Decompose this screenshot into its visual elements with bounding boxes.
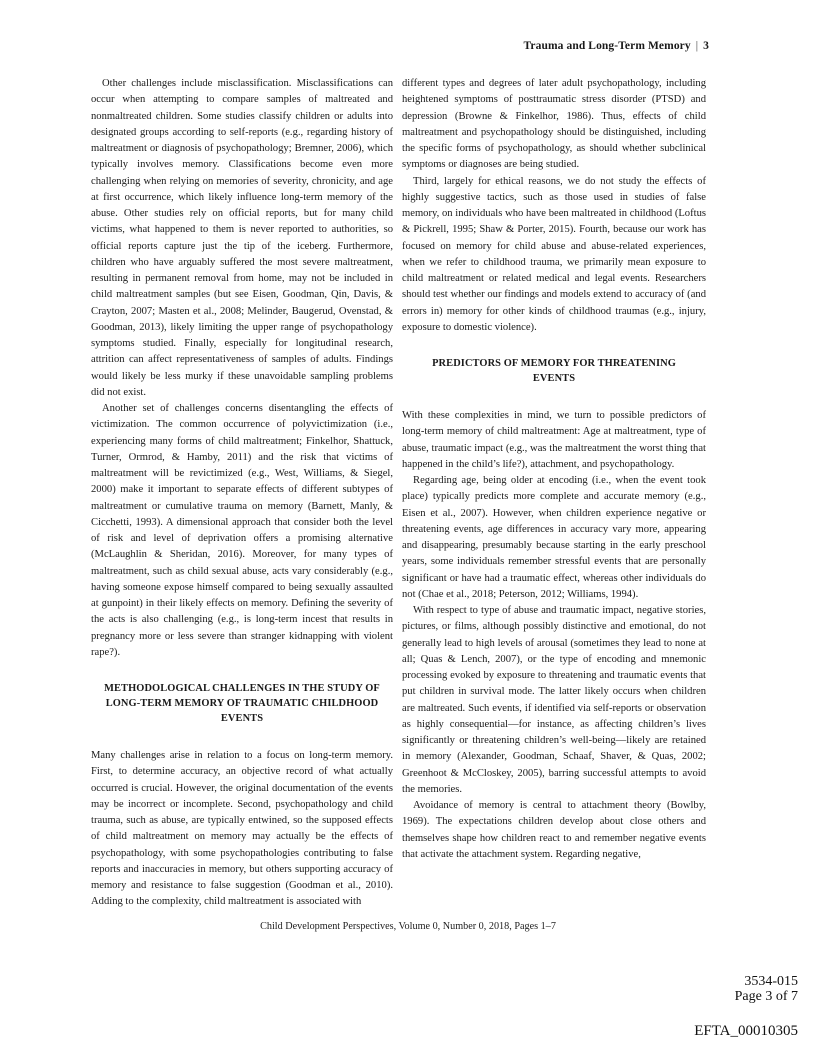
- paragraph-age: Regarding age, being older at encoding (i.e., when the event took place) typically predicts more complete and accurate memory (e.g., Eisen et al., 2007). However, when children experience negative or threatening events, age differences in accuracy vary more, appearing and disappearing, presumably because starting in the early preschool years, some individuals remember stressful events that are personally significant or have had a traumatic effect, whereas other individuals do not (Chae et al., 2018; Peterson, 2012; Williams, 1994).: [402, 475, 706, 600]
- paragraph-type-of-abuse: With respect to type of abuse and traumatic impact, negative stories, pictures, or films, although possibly distinctive and emotional, do not generally lead to high levels of arousal (sometimes they lead to none at all; Quas & Lench, 2007), or the type of encoding and mnemonic processing evoked by exposure to threatening and traumatic events that put children in survival mode. The latter likely occurs when children are maltreated. Such events, if identified via self-reports or observation as highly consequential—for instance, as affecting children’s lives significantly or threatening children’s well-being—likely are retained in memory (Alexander, Goodman, Schaaf, Shaver, & Quas, 2002; Greenhoot & McCloskey, 2005), barring successful attempts to avoid the memories.: [402, 605, 706, 795]
- page-number: 3: [703, 40, 709, 52]
- document-stamp: [735, 974, 798, 1004]
- section-heading-methodological: METHODOLOGICAL CHALLENGES IN THE STUDY OF LONG-TERM MEMORY OF TRAUMATIC CHILDHOOD EVENTS: [104, 683, 380, 724]
- paragraph-victimization: Another set of challenges concerns disentangling the effects of victimization. The common occurrence of polyvictimization (i.e., experiencing many forms of child maltreatment; Finkelhor, Shattuck, Turner, Ormrod, & Hamby, 2011) and the risk that victims of maltreatment will be revictimized (e.g., West, Williams, & Siegel, 2000) make it important to separate effects of different subtypes of maltreatment or cumulative trauma on memory (Barnett, Manly, & Cicchetti, 1993). A dimensional approach that consider both the level of risk and level of deprivation offers a promising alternative (McLaughlin & Sheridan, 2016). Moreover, for many types of maltreatment, such as child sexual abuse, acts vary considerably (e.g., having someone expose himself compared to being sexually assaulted at gunpoint) in their likely effects on memory. Defining the severity of the acts is also challenging (e.g., is long-term incest that results in pregnancy more or less severe than stranger kidnapping with violent rape?).: [91, 403, 393, 658]
- paragraph-ethical-reasons: Third, largely for ethical reasons, we do not study the effects of highly suggestive tactics, such as those used in studies of false memory, on individuals who have been maltreated in childhood (Loftus & Pickrell, 1995; Shaw & Porter, 2015). Fourth, because our work has focused on memory for child abuse and abuse-related experiences, when we refer to childhood trauma, we primarily mean exposure to child maltreatment or related medical and legal events. Researchers should test whether our findings and models extend to accuracy of (and errors in) memory for other kinds of childhood traumas (e.g., injury, exposure to domestic violence).: [402, 175, 706, 333]
- left-column: [91, 76, 393, 911]
- paragraph-psychopathology: different types and degrees of later adult psychopathology, including heightened symptoms of posttraumatic stress disorder (PTSD) and depression (Browne & Finkelhor, 1986). Thus, effects of child maltreatment and psychopathology should be distinguished, including the specific forms of psychopathology, as should whether subclinical symptoms or diagnoses are being studied.: [402, 78, 706, 171]
- paragraph-attachment: Avoidance of memory is central to attachment theory (Bowlby, 1969). The expectations children develop about close others and themselves shape how children react to and remember negative events that activate the attachment system. Regarding negative,: [402, 800, 706, 860]
- journal-footer: Child Development Perspectives, Volume 0, Number 0, 2018, Pages 1–7: [260, 921, 556, 932]
- paragraph-long-term-memory: Many challenges arise in relation to a focus on long-term memory. First, to determine accuracy, an objective record of what actually occurred is crucial. However, the original documentation of the events may be incorrect or incomplete. Second, psychopathology and child trauma, such as abuse, are typically entwined, so the supposed effects of child maltreatment on memory may actually be the effects of psychopathology, with some psychopathologies contributing to false reports and inaccuracies in memory, but others supporting accuracy of memory and resistance to false suggestion (Goodman et al., 2010). Adding to the complexity, child maltreatment is associated with: [91, 750, 393, 908]
- doc-number: 3534-015: [744, 974, 798, 989]
- paragraph-misclassification: Other challenges include misclassification. Misclassifications can occur when attempting to compare samples of maltreated and nonmaltreated children. Some studies classify children or adults into designated groups according to self-reports (e.g., regarding history of maltreatment or diagnosis of psychopathology; Bremner, 2006), which typically involves memory. Classifications become even more challenging when relying on memories of severity, chronicity, and age at first occurrence, which likely influence long-term memory of the abuse. Other studies rely on official reports, but for many child victims, what happened to them is never reported to authorities, so official reports capture just the tip of the iceberg. Furthermore, children who have arguably suffered the most severe maltreatment, resulting in permanent removal from home, may not be included in child maltreatment samples (but see Eisen, Goodman, Qin, Davis, & Crayton, 2007; Masten et al., 2008; Melinder, Baugerud, Ovenstad, & Goodman, 2013), likely limiting the upper range of psychopathology symptoms studied. Finally, especially for longitudinal research, attrition can affect representativeness of samples of adults. Findings would likely be less murky if these unavoidable sampling problems did not exist.: [91, 78, 393, 398]
- paragraph-predictors-intro: With these complexities in mind, we turn to possible predictors of long-term memory of child maltreatment: Age at maltreatment, type of abuse, traumatic impact (e.g., was the maltreatment the worst thing that happened in the child’s life?), attachment, and psychopathology.: [402, 410, 706, 470]
- page-of-count: Page 3 of 7: [734, 989, 798, 1004]
- right-column: [402, 76, 706, 863]
- running-header: [524, 40, 709, 52]
- running-title: Trauma and Long-Term Memory: [523, 40, 691, 52]
- section-heading-predictors: PREDICTORS OF MEMORY FOR THREATENING EVENTS: [432, 358, 676, 384]
- bates-number: EFTA_00010305: [694, 1023, 798, 1039]
- header-separator: |: [695, 40, 699, 52]
